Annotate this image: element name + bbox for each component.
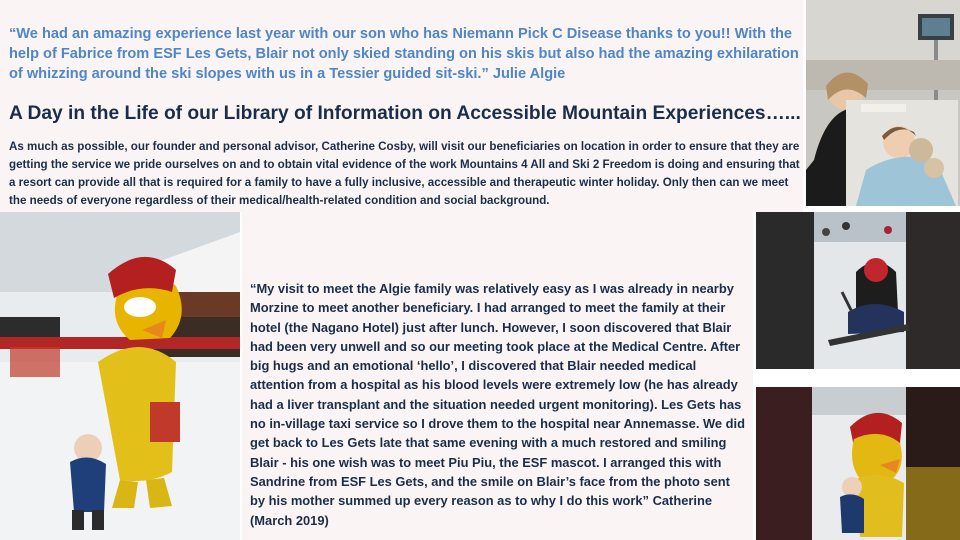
- story-paragraph: “My visit to meet the Algie family was relatively easy as I was already in nearby Morzine to meet another beneficiary. I had arranged to meet the family at their hotel (the Nagano Hotel) just after lunch. However, I soon discovered that Blair had been very unwell and so our meeting took place at the Medical Centre. After big hugs and an emotional ‘hello’, I discovered that Blair needed medical attention from a hospital as his blood levels were extremely low (he has already had a liver transplant and the situation needed urgent monitoring). Les Gets has no in-village taxi service so I drove them to the hospital near Annemasse. We did get back to Les Gets late that same evening with a much restored and smiling Blair - his one wish was to meet Piu Piu, the ESF mascot. I arranged this with Sandrine from ESF Les Gets, and the smile on Blair’s face from the photo sent by his mother summed up every reason as to why I do this work” Catherine (March 2019): [250, 281, 745, 528]
- mascot-photo: [0, 212, 240, 540]
- hug-photo: [756, 387, 960, 540]
- page-heading: A Day in the Life of our Library of Information on Accessible Mountain Experiences…...: [9, 103, 801, 124]
- intro-paragraph: As much as possible, our founder and personal advisor, Catherine Cosby, will visit our beneficiaries on location in order to ensure that they are getting the service we pride ourselves on and to obtain vital evidence of the work Mountains 4 All and Ski 2 Freedom is doing and ensuring that a resort can provide all that is required for a family to have a fully inclusive, accessible and therapeutic winter holiday. Only then can we meet the needs of everyone regardless of their medical/health-related condition and social background.: [9, 140, 800, 207]
- testimonial-quote: “We had an amazing experience last year with our son who has Niemann Pick C Disease thanks to you!! With the help of Fabrice from ESF Les Gets, Blair not only skied standing on his skis but also had the amazing exhilaration of whizzing around the ski slopes with us in a Tessier guided sit-ski.” Julie Algie: [9, 26, 799, 82]
- hospital-photo: [806, 0, 960, 206]
- sit-ski-photo: [756, 212, 960, 369]
